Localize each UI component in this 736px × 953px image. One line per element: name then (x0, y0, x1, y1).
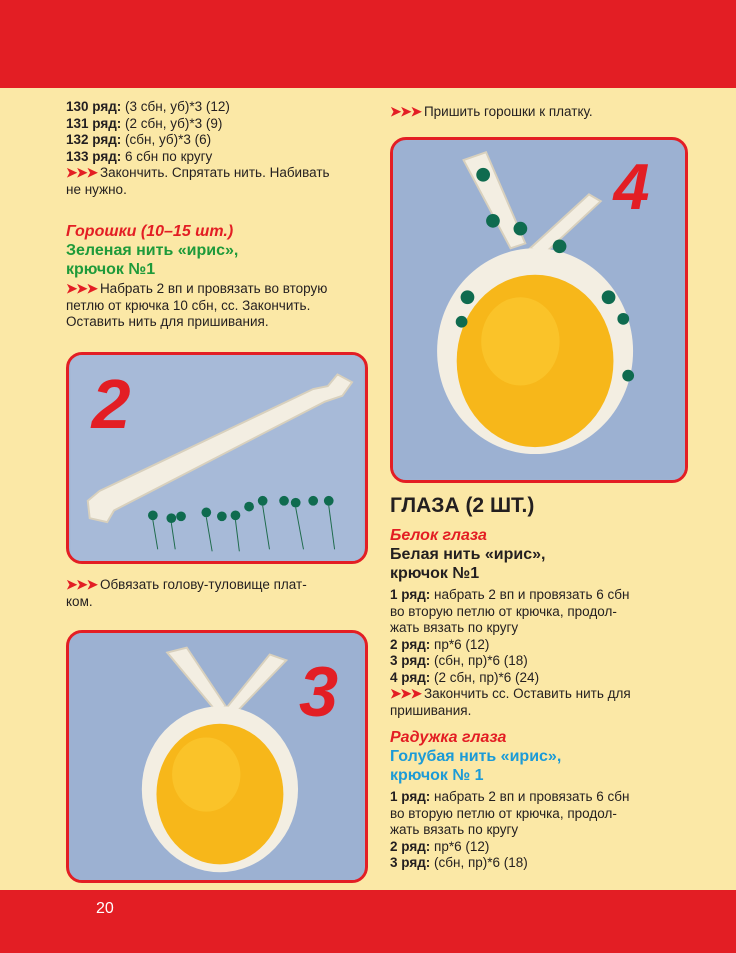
iris-title: Радужка глаза (390, 729, 507, 746)
dots-yarn-line1: Зеленая нить «ирис», (66, 242, 239, 259)
row-130: 130 ряд: (3 сбн, уб)*3 (12) (66, 99, 230, 114)
eyes-title: ГЛАЗА (2 ШТ.) (390, 494, 535, 517)
arrows-icon: ➤➤➤ (66, 577, 97, 592)
finish-instruction: ➤➤➤ Закончить. Спрятать нить. Набивать (66, 165, 330, 180)
dots-yarn-line2: крючок №1 (66, 261, 156, 278)
white-row-3: 3 ряд: (сбн, пр)*6 (18) (390, 653, 528, 668)
arrows-icon: ➤➤➤ (390, 104, 421, 119)
white-finish: ➤➤➤ Закончить сс. Оставить нить для (390, 686, 631, 701)
rows-130-133-block: 130 ряд: (3 сбн, уб)*3 (12) 131 ряд: (2 сбн, уб)*3 (9) 132 ряд: (сбн, уб)*3 (6) 133 ряд: 6 сбн по кругу ➤➤➤ Закончить. Спрятать нить. Набивать не нужно. (66, 99, 376, 198)
arrows-icon: ➤➤➤ (390, 686, 421, 701)
row-133: 133 ряд: 6 сбн по кругу (66, 148, 213, 164)
white-row-1: 1 ряд: набрать 2 вп и провязать 6 сбн (390, 587, 630, 602)
white-row-4: 4 ряд: (2 сбн, пр)*6 (24) (390, 669, 540, 685)
iris-row-1: 1 ряд: набрать 2 вп и провязать 6 сбн (390, 789, 630, 804)
dots-instruction-1: ➤➤➤ Набрать 2 вп и провязать во вторую (66, 281, 328, 296)
scarf-and-dots-image (69, 355, 365, 561)
toy-with-scarf-image (69, 633, 365, 880)
row-131: 131 ряд: (2 сбн, уб)*3 (9) (66, 115, 223, 131)
white-row-2: 2 ряд: пр*6 (12) (390, 636, 490, 652)
step-number: 2 (91, 364, 131, 443)
page-number: 20 (96, 900, 114, 917)
top-red-band (0, 0, 736, 88)
step-number: 3 (299, 651, 339, 731)
row-132: 132 ряд: (сбн, уб)*3 (6) (66, 132, 212, 147)
toy-with-polka-dot-scarf-image (393, 140, 685, 480)
arrows-icon: ➤➤➤ (66, 281, 97, 296)
arrows-icon: ➤➤➤ (66, 165, 97, 180)
step-number: 4 (613, 150, 650, 224)
photo-step-3 (66, 630, 368, 883)
eyes-section: ГЛАЗА (2 ШТ.) Белок глаза Белая нить «ирис», крючок №1 1 ряд: набрать 2 вп и провязать 6 сбн во вторую петлю от крючка, продол- жать вязать по кругу 2 ряд: пр*6 (12) 3 ряд: (сбн, пр)*6 (18) 4 ряд: (2 сбн, пр)*6 (24) ➤➤➤ Закончить сс. Оставить нить для пришивания. Радужка глаза Голубая нить «ирис», крючок № 1 1 ряд: набрать 2 вп и провязать 6 сбн во вторую петлю от крючка, продол- жать вязать по кругу 2 ряд: пр*6 (12) 3 ряд: (сбн, пр)*6 (18) (390, 494, 690, 872)
iris-row-3: 3 ряд: (сбн, пр)*6 (18) (390, 855, 528, 870)
tie-instruction: ➤➤➤ Обвязать голову-туловище плат- ком. (66, 577, 307, 609)
dots-section: Горошки (10–15 шт.) Зеленая нить «ирис», крючок №1 ➤➤➤ Набрать 2 вп и провязать во вторую петлю от крючка 10 сбн, сс. Закончить. Оставить нить для пришивания. (66, 222, 376, 331)
white-of-eye-title: Белок глаза (390, 527, 487, 544)
photo-step-2 (66, 352, 368, 564)
photo-step-4 (390, 137, 688, 483)
dots-title: Горошки (10–15 шт.) (66, 223, 234, 240)
iris-row-2: 2 ряд: пр*6 (12) (390, 838, 490, 854)
sew-instruction: ➤➤➤ Пришить горошки к платку. (390, 104, 593, 119)
